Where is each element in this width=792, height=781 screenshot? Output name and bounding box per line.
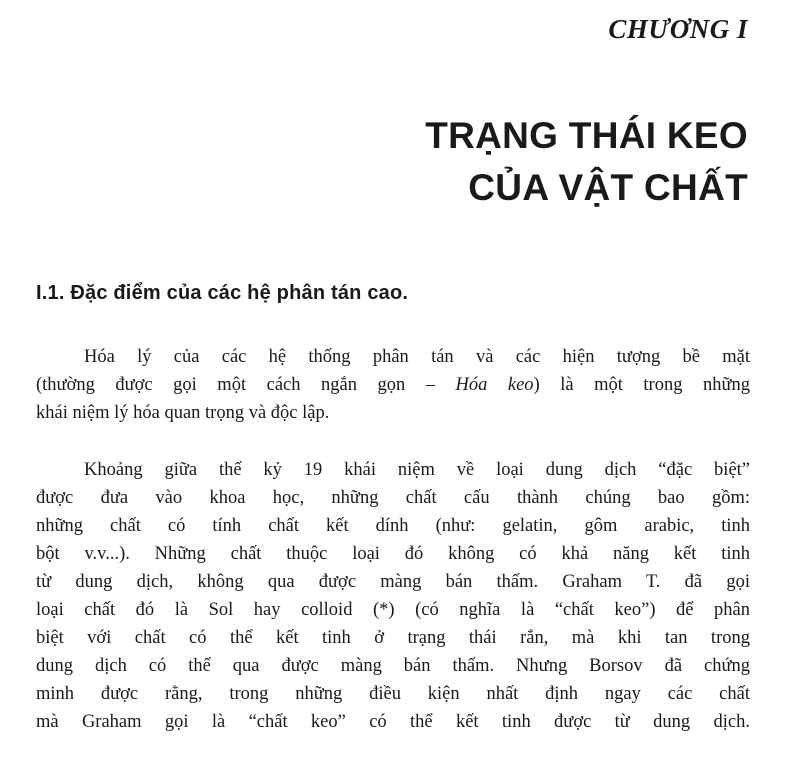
paragraph-2 [36, 456, 750, 736]
paragraph-line: mà Graham gọi là “chất keo” có thể kết tinh được từ dung dịch. [36, 712, 750, 732]
paragraph-line [36, 371, 750, 399]
paragraph-line: từ dung dịch, không qua được màng bán thấm. Graham T. đã gọi [36, 572, 750, 592]
paragraph-line: Khoảng giữa thế kỷ 19 khái niệm về loại dung dịch “đặc biệt” [84, 460, 750, 480]
paragraph-line: được đưa vào khoa học, những chất cấu thành chúng bao gồm: [36, 488, 750, 508]
paragraph-line: biệt với chất có thể kết tinh ở trạng thái rắn, mà khi tan trong [36, 628, 750, 648]
paragraph-line: những chất có tính chất kết dính (như: gelatin, gôm arabic, tinh [36, 516, 750, 536]
chapter-title-line-1: TRẠNG THÁI KEO [425, 115, 748, 156]
paragraph-line: minh được rằng, trong những điều kiện nhất định ngay các chất [36, 684, 750, 704]
emphasis-term: Hóa keo [455, 375, 534, 395]
text-segment: ) là một trong những [533, 375, 750, 395]
chapter-title [425, 110, 748, 214]
chapter-title-line-2: CỦA VẬT CHẤT [468, 167, 748, 208]
paragraph-line: Hóa lý của các hệ thống phân tán và các hiện tượng bề mặt [84, 347, 750, 367]
section-heading: I.1. Đặc điểm của các hệ phân tán cao. [36, 282, 409, 304]
paragraph-line: loại chất đó là Sol hay colloid (*) (có nghĩa là “chất keo”) để phân [36, 600, 750, 620]
paragraph-line: bột v.v...). Những chất thuộc loại đó không có khả năng kết tinh [36, 544, 750, 564]
paragraph-line: dung dịch có thể qua được màng bán thấm. Nhưng Borsov đã chứng [36, 656, 750, 676]
text-segment: (thường được gọi một cách ngắn gọn – [36, 375, 456, 395]
chapter-label: CHƯƠNG I [608, 14, 748, 44]
paragraph-1 [36, 343, 750, 427]
paragraph-line: khái niệm lý hóa quan trọng và độc lập. [36, 403, 330, 423]
